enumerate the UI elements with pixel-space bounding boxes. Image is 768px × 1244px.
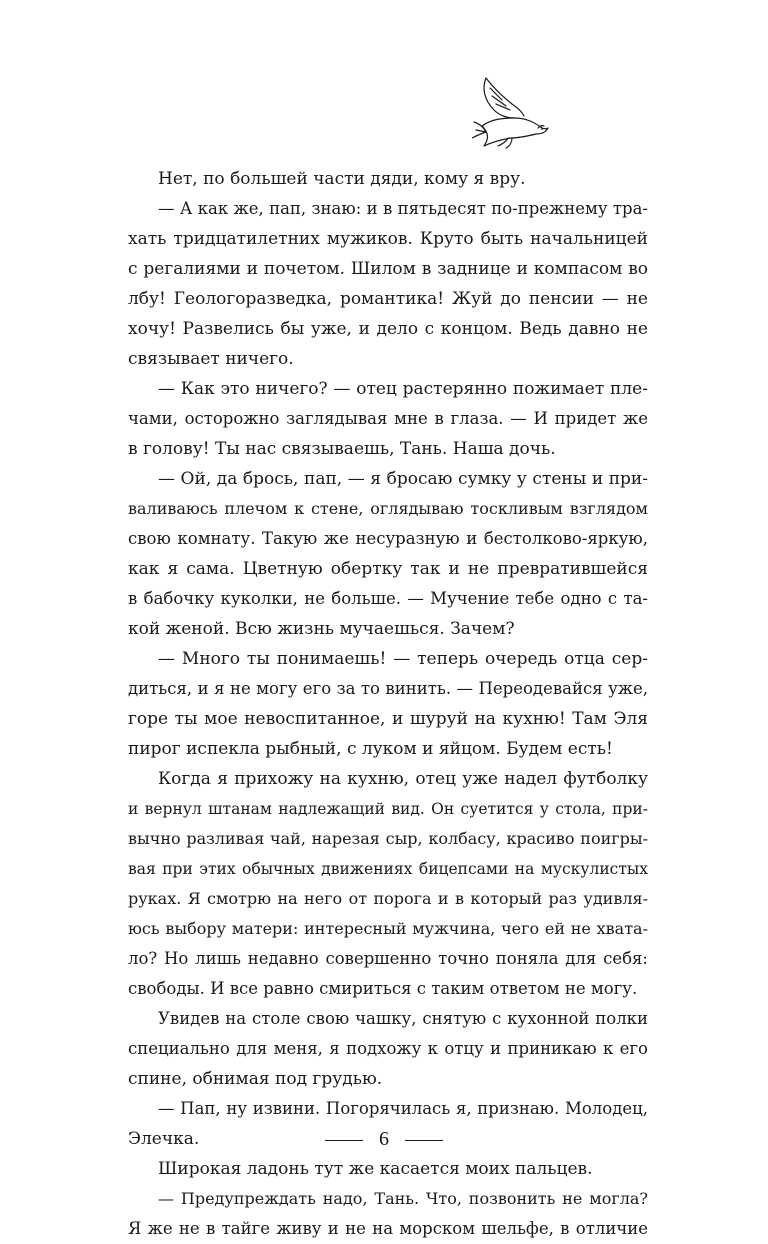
text-line: Нет, по большей части дяди, кому я вру.: [158, 169, 526, 189]
text-line: с регалиями и почетом. Шилом в заднице и компасом во: [128, 259, 648, 279]
text-line: как я сама. Цветную обертку так и не превратившейся: [128, 559, 648, 579]
text-line: свободы. И все равно смириться с таким ответом не могу.: [128, 979, 638, 998]
text-line: — Как это ничего? — отец растерянно пожимает пле-: [158, 379, 648, 399]
body-text: [128, 164, 648, 1244]
text-line: хочу! Развелись бы уже, и дело с концом. Ведь давно не: [128, 319, 648, 339]
text-line: связывает ничего.: [128, 349, 294, 369]
text-line: в бабочку куколки, не больше. — Мучение тебе одно с та-: [128, 589, 648, 608]
text-line: Увидев на столе свою чашку, снятую с кухонной полки: [158, 1009, 648, 1028]
text-line: — Предупреждать надо, Тань. Что, позвонить не могла?: [158, 1189, 648, 1208]
text-line: Элечка.: [128, 1129, 200, 1149]
text-line: — Пап, ну извини. Погорячилась я, признаю. Молодец,: [158, 1099, 648, 1118]
text-line: пирог испекла рыбный, с луком и яйцом. Будем есть!: [128, 739, 613, 759]
text-line: и вернул штанам надлежащий вид. Он суетится у стола, при-: [128, 800, 648, 818]
text-line: валиваюсь плечом к стене, оглядываю тоскливым взглядом: [128, 499, 648, 518]
text-line: ло? Но лишь недавно совершенно точно поняла для себя:: [128, 949, 648, 968]
text-line: Широкая ладонь тут же касается моих пальцев.: [158, 1159, 593, 1179]
text-line: Я же не в тайге живу и не на морском шельфе, в отличие: [128, 1219, 648, 1238]
text-line: вычно разливая чай, нарезая сыр, колбасу, красиво поигры-: [128, 829, 648, 848]
text-line: юсь выбору матери: интересный мужчина, чего ей не хвата-: [128, 919, 648, 938]
text-line: спине, обнимая под грудью.: [128, 1069, 383, 1089]
page-footer: [0, 1127, 768, 1151]
text-line: — Ой, да брось, пап, — я бросаю сумку у стены и при-: [158, 469, 648, 489]
text-line: Когда я прихожу на кухню, отец уже надел футболку: [158, 769, 648, 789]
folio-dash-left: [325, 1140, 363, 1141]
text-line: — Много ты понимаешь! — теперь очередь отца сер-: [158, 649, 648, 669]
text-line: кой женой. Всю жизнь мучаешься. Зачем?: [128, 619, 515, 639]
text-line: — А как же, пап, знаю: и в пятьдесят по-прежнему тра-: [158, 199, 648, 218]
text-line: руках. Я смотрю на него от порога и в который раз удивля-: [128, 889, 648, 908]
text-line: хать тридцатилетних мужиков. Круто быть начальницей: [128, 229, 648, 249]
text-line: диться, и я не могу его за то винить. — Переодевайся уже,: [128, 679, 648, 698]
text-line: вая при этих обычных движениях бицепсами на мускулистых: [128, 860, 648, 878]
text-line: чами, осторожно заглядывая мне в глаза. — И придет же: [128, 409, 648, 428]
text-line: в голову! Ты нас связываешь, Тань. Наша дочь.: [128, 439, 556, 459]
folio-dash-right: [405, 1140, 443, 1141]
text-line: горе ты мое невоспитанное, и шуруй на кухню! Там Эля: [128, 709, 648, 729]
text-line: свою комнату. Такую же несуразную и бестолково-яркую,: [128, 529, 648, 548]
text-line: лбу! Геологоразведка, романтика! Жуй до пенсии — не: [128, 289, 648, 309]
text-line: специально для меня, я подхожу к отцу и приникаю к его: [128, 1039, 648, 1058]
page-number: 6: [379, 1128, 389, 1150]
dove-icon: [472, 76, 552, 156]
